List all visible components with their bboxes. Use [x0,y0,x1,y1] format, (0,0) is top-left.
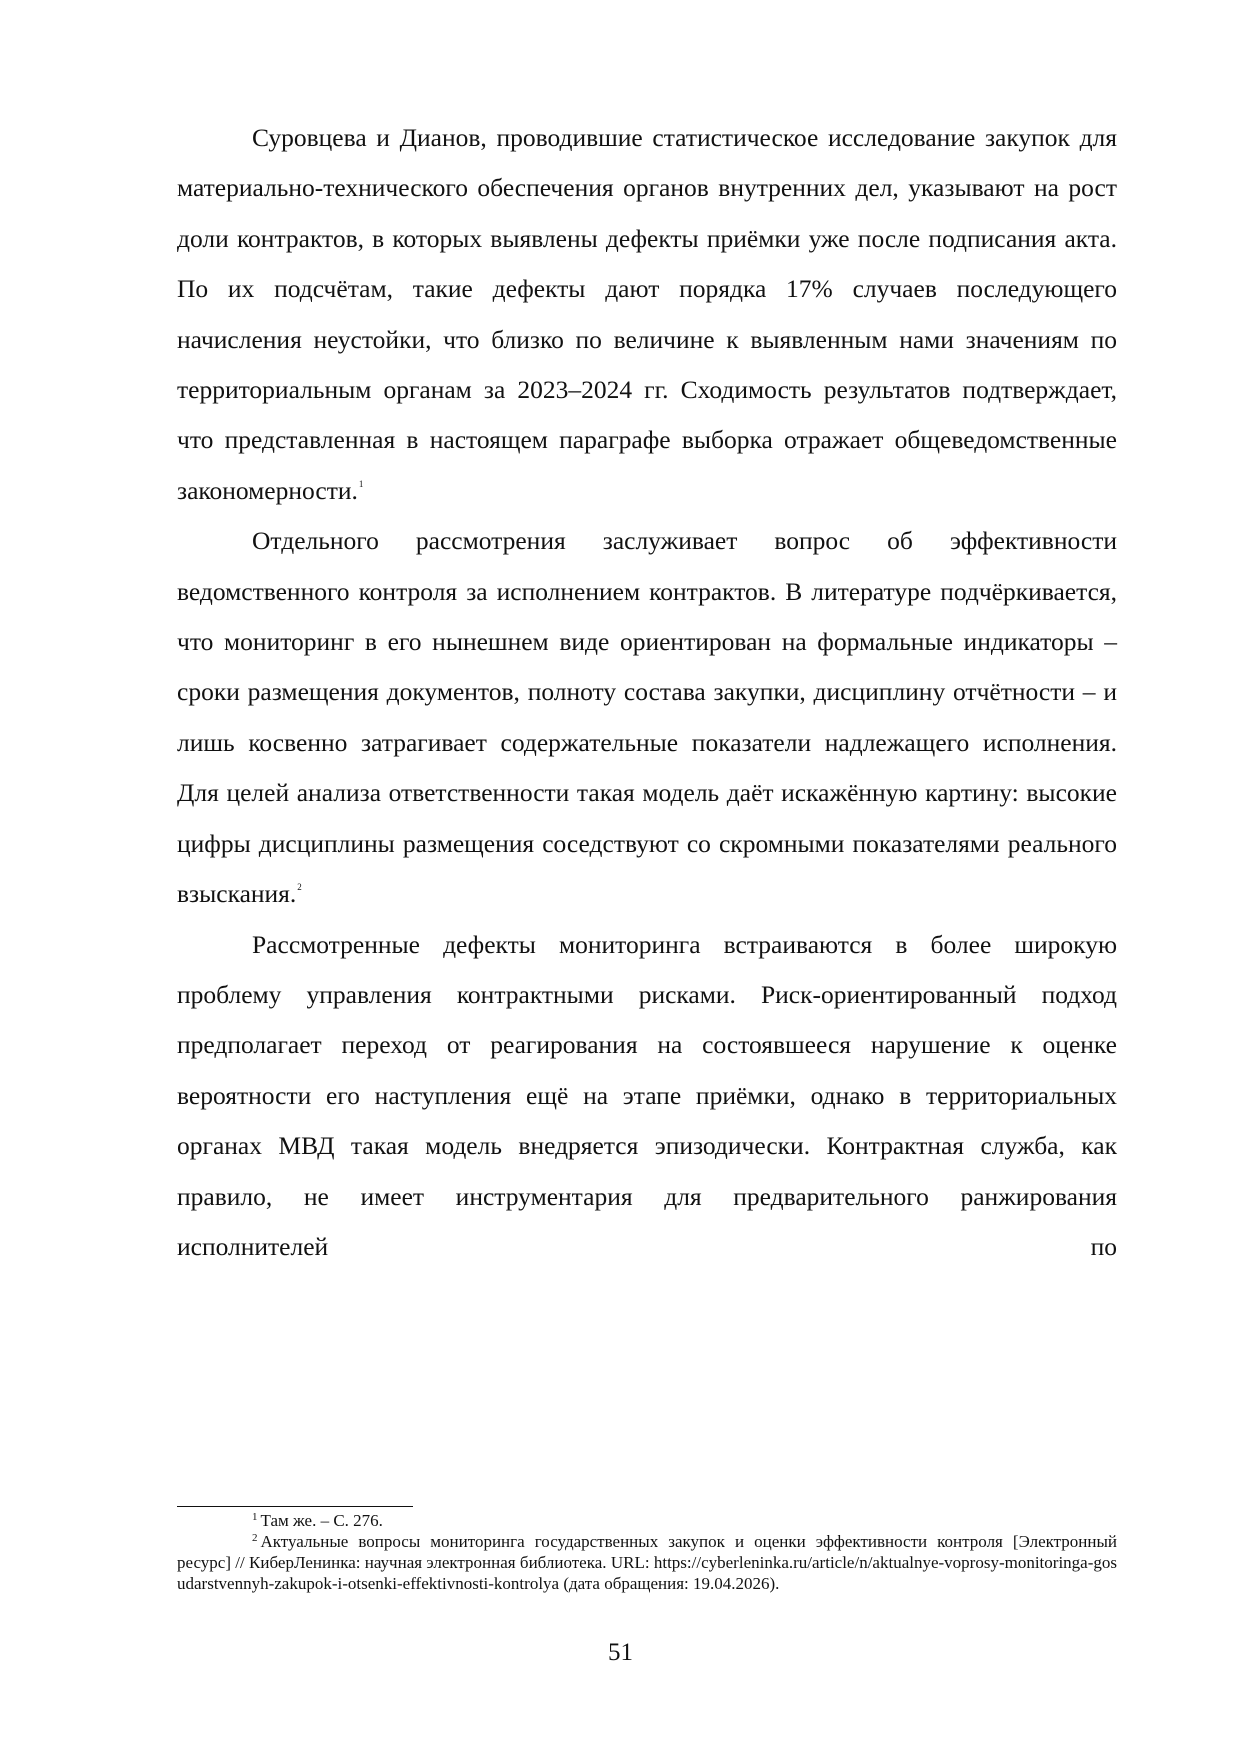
footnote-2-access-date: (дата обращения: 19.04.2026). [559,1574,780,1593]
footnote-2-number: 2 [252,1532,258,1544]
footnote-1 [177,1510,1117,1531]
paragraph-1-text: Суровцева и Дианов, проводившие статистическое исследование закупок для материально-технического обеспечения органов внутренних дел, указывают на рост доли контрактов, в которых выявлены дефекты приёмки уже после подписания акта. По их подсчётам, такие дефекты дают порядка 17% случаев последующего начисления неустойки, что близко по величине к выявленным нами значениям по территориальным органам за 2023–2024 гг. Сходимость результатов подтверждает, что представленная в настоящем параграфе выборка отражает общеведомственные закономерности. [177,123,1117,505]
paragraph-2 [177,516,1117,919]
footnotes [177,1510,1117,1594]
page-number: 51 [608,1639,633,1666]
paragraph-3-text: Рассмотренные дефекты мониторинга встраиваются в более широкую проблему управления контрактными рисками. Риск-ориентированный подход предполагает переход от реагирования на состоявшееся нарушение к оценке вероятности его наступления ещё на этапе приёмки, однако в территориальных органах МВД такая модель внедряется эпизодически. Контрактная служба, как правило, не имеет инструментария для предварительного ранжирования исполнителей по [177,929,1117,1261]
footnote-ref-1[interactable]: 1 [358,478,364,489]
footnote-ref-2[interactable]: 2 [297,882,302,893]
footnote-1-text: Там же. – С. 276. [260,1511,383,1530]
footnote-separator [177,1506,413,1507]
footnote-2-text: Актуальные вопросы мониторинга государственных закупок и оценки эффективности контроля [Электронный ресурс] // КиберЛенинка: научная электронная библиотека. URL: [177,1532,1117,1572]
paragraph-1 [177,113,1117,516]
main-text [177,113,1117,1272]
paragraph-3 [177,920,1117,1273]
footnote-2-url-link[interactable]: https://cyberleninka.ru/article/n/aktualnye-voprosy-monitoringa-gosudarstvennyh-zakupok-i-otsenki-effektivnosti-kontrolya [177,1553,1117,1593]
paragraph-2-text: Отдельного рассмотрения заслуживает вопрос об эффективности ведомственного контроля за исполнением контрактов. В литературе подчёркивается, что мониторинг в его нынешнем виде ориентирован на формальные индикаторы – сроки размещения документов, полноту состава закупки, дисциплину отчётности – и лишь косвенно затрагивает содержательные показатели надлежащего исполнения. Для целей анализа ответственности такая модель даёт искажённую картину: высокие цифры дисциплины размещения соседствуют со скромными показателями реального взыскания. [177,526,1117,909]
footnote-2 [177,1531,1117,1594]
footnote-1-number: 1 [252,1511,258,1523]
